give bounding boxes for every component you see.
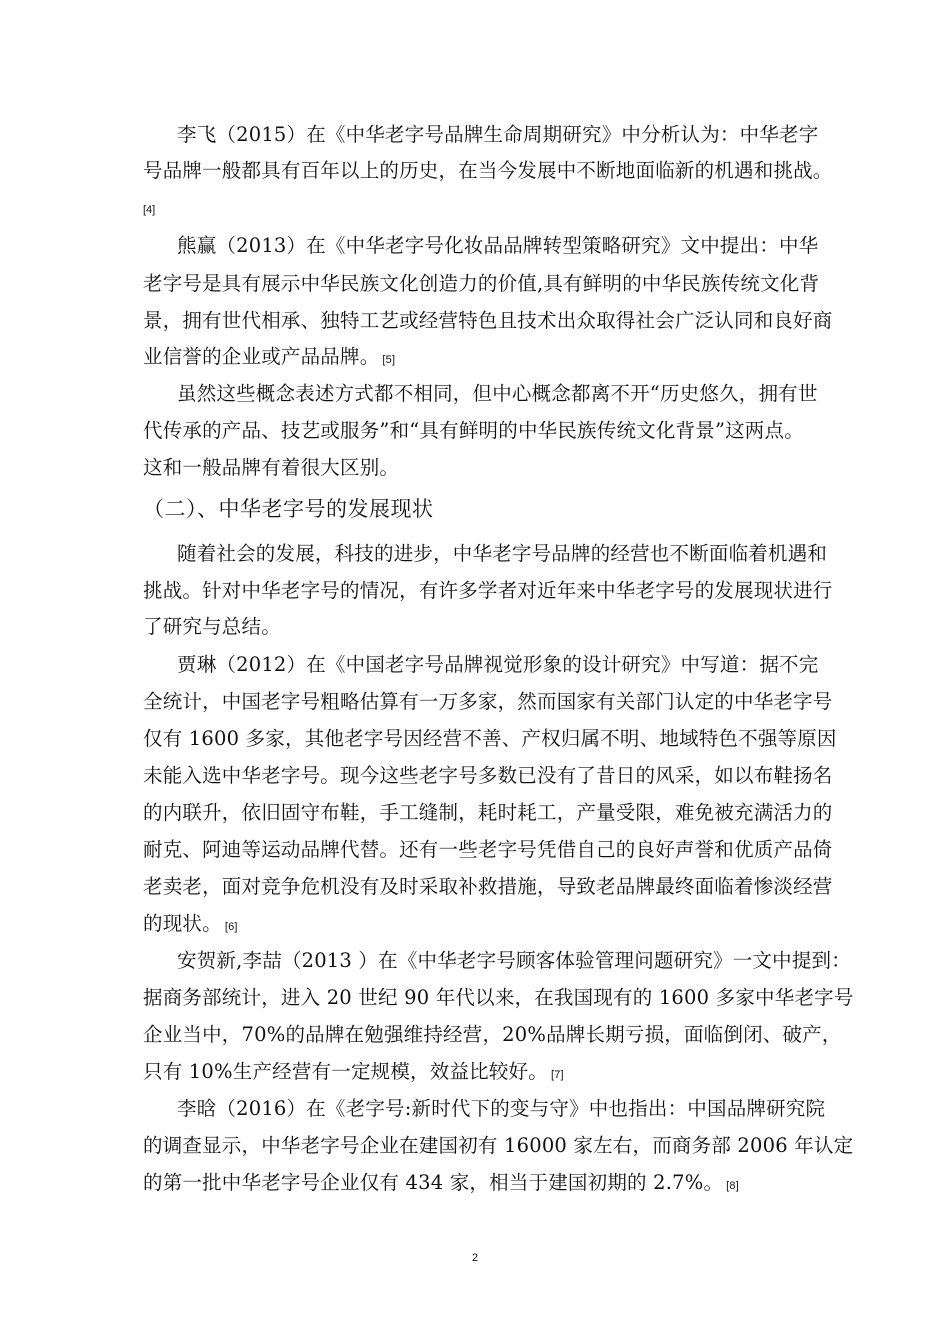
citation-ref: [4] [143,204,156,216]
paragraph-line: 全统计，中国老字号粗略估算有一万多家，然而国家有关部门认定的中华老字号 [143,690,833,713]
paragraph-line: 李晗（2016）在《老字号:新时代下的变与守》中也指出：中国品牌研究院 [177,1097,826,1120]
paragraph-line: 虽然这些概念表述方式都不相同，但中心概念都离不开“历史悠久，拥有世 [177,382,818,405]
paragraph-line: 挑战。针对中华老字号的情况，有许多学者对近年来中华老字号的发展现状进行 [143,579,833,602]
paragraph-line: 据商务部统计，进入 20 世纪 90 年代以来，在我国现有的 1600 多家中华老字号 [143,986,854,1009]
paragraph-line: 随着社会的发展，科技的进步，中华老字号品牌的经营也不断面临着机遇和 [177,542,828,565]
page-number: 2 [471,1252,479,1264]
paragraph-line: 老字号是具有展示中华民族文化创造力的价值,具有鲜明的中华民族传统文化背 [143,272,820,295]
citation-ref: [7] [550,1069,564,1081]
paragraph-line: 熊赢（2013）在《中华老字号化妆品品牌转型策略研究》文中提出：中华 [177,234,819,257]
paragraph-text: 的第一批中华老字号企业仅有 434 家，相当于建国初期的 2.7%。 [143,1171,724,1194]
paragraph-line: 号品牌一般都具有百年以上的历史，在当今发展中不断地面临新的机遇和挑战。 [143,159,833,182]
paragraph-line [143,1170,739,1199]
paragraph-line: 安贺新,李喆（2013 ）在《中华老字号顾客体验管理问题研究》一文中提到： [177,949,851,972]
paragraph-line [143,344,395,373]
paragraph-line: 景，拥有世代相承、独特工艺或经营特色且技术出众取得社会广泛认同和良好商 [143,309,833,332]
citation-ref: [6] [224,921,238,933]
paragraph-line: 李飞（2015）在《中华老字号品牌生命周期研究》中分析认为：中华老字 [177,123,819,146]
citation-ref: [8] [726,1180,739,1192]
paragraph-line: 耐克、阿迪等运动品牌代替。还有一些老字号凭借自己的良好声誉和优质产品倚 [143,838,833,861]
section-heading: （二）、中华老字号的发展现状 [143,497,434,521]
paragraph-line: 的调查显示，中华老字号企业在建国初有 16000 家左右，而商务部 2006 年认定 [143,1134,854,1157]
paragraph-line: 未能入选中华老字号。现今这些老字号多数已没有了昔日的风采，如以布鞋扬名 [143,764,833,787]
paragraph-line: 的内联升，依旧固守布鞋，手工缝制，耗时耗工，产量受限，难免被充满活力的 [143,801,833,824]
paragraph-line: 仅有 1600 多家，其他老字号因经营不善、产权归属不明、地域特色不强等原因 [143,727,837,750]
paragraph-line [143,1059,564,1088]
paragraph-text: 只有 10%生产经营有一定规模，效益比较好。 [143,1060,548,1083]
paragraph-line: 这和一般品牌有着很大区别。 [143,456,400,479]
paragraph-text: 的现状。 [143,912,222,935]
paragraph-line [143,911,238,940]
paragraph-line: 代传承的产品、技艺或服务”和“具有鲜明的中华民族传统文化背景”这两点。 [143,419,804,442]
paragraph-line: 贾琳（2012）在《中国老字号品牌视觉形象的设计研究》中写道：据不完 [177,653,819,676]
citation-ref: [5] [382,354,396,366]
paragraph-line: 老卖老，面对竞争危机没有及时采取补救措施，导致老品牌最终面临着惨淡经营 [143,875,833,898]
paragraph-text: 业信誉的企业或产品品牌。 [143,345,380,368]
paragraph-line: 了研究与总结。 [143,615,281,638]
paragraph-line: 企业当中，70%的品牌在勉强维持经营，20%品牌长期亏损，面临倒闭、破产， [143,1023,842,1046]
